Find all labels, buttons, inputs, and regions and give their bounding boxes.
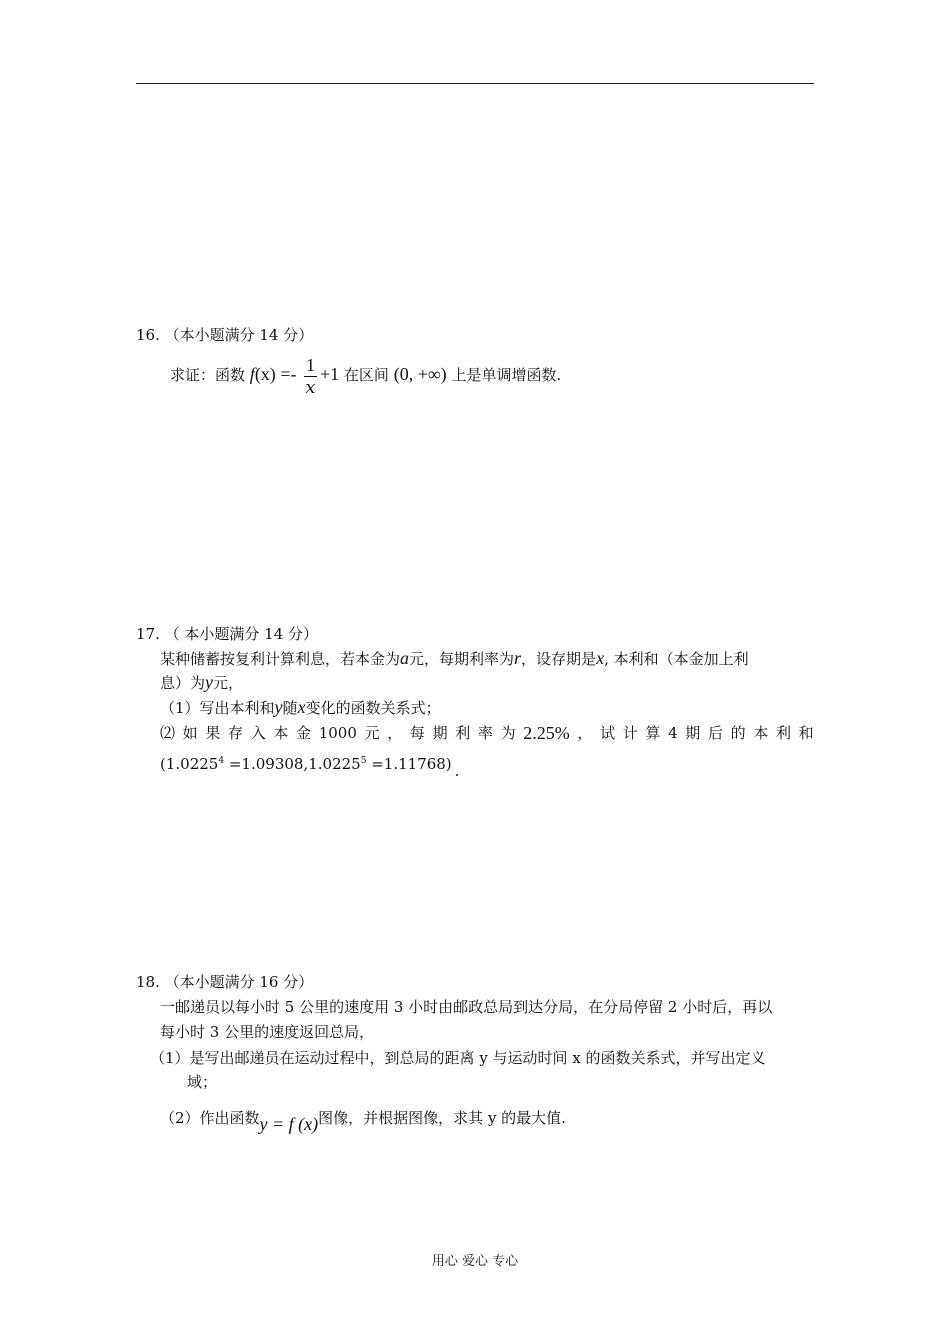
q17-p3c: =1.11768) [366,755,452,773]
q17-p3a: (1.0225 [160,755,219,773]
q17-p2-word: 本 [753,724,769,742]
q17-part-2 [160,723,814,743]
q18-p2b: 图像，并根据图像，求其 y 的最大值. [318,1109,566,1127]
q16-func-arg: (x) [254,364,276,384]
q17-p2-word: 利 [775,724,791,742]
q17-header: 17. （ 本小题满分 14 分） [136,625,319,643]
q16-fraction [304,354,317,399]
q18-line-1: 一邮递员以每小时 5 公里的速度用 3 小时由邮政总局到达分局，在分局停留 2 小时后，再以 [160,998,773,1016]
q17-p2-word: 本 [273,724,289,742]
q17-line-1 [160,648,749,669]
q17-p1c: 变化的函数关系式； [305,699,441,717]
q17-p2-word: 期 [685,724,701,742]
q17-p1-var-x: x [297,697,306,717]
q18-line-2: 每小时 3 公里的速度返回总局， [160,1023,375,1041]
q16-func-f: f [249,364,255,384]
q17-p2-word: 率 [477,724,493,742]
q17-p1a: （1）写出本利和 [160,699,275,717]
q18-p2-formula: y = f (x) [259,1114,319,1134]
q16-eq: =- [275,364,301,384]
q17-var-r: r [514,648,522,668]
q17-part-1 [160,697,441,718]
q17-p2-word: 如 [182,724,198,742]
q16-statement [170,352,561,399]
q18-part-1-cont: 域； [187,1073,218,1091]
q17-l2a: 息）为 [160,674,206,692]
q16-frac-num: 1 [305,354,315,375]
q17-var-a: a [400,648,410,668]
q17-l1c: ，设存期是 [521,650,597,668]
q17-p3a-sup: 4 [218,756,225,766]
q17-p2-word: 算 [645,724,661,742]
q17-p2-word: 为 [500,724,516,742]
q17-p2-word: 利 [455,724,471,742]
q18-part-2 [160,1099,566,1136]
q18-header: 18. （本小题满分 16 分） [136,973,314,991]
q17-p2-word: 入 [250,724,266,742]
q16-header: 16. （本小题满分 14 分） [136,326,314,344]
q17-p2-word: 每 [409,724,425,742]
q16-plus: +1 [319,364,340,384]
q17-p2-word: 果 [205,724,221,742]
q17-part-2-values [160,751,460,780]
q17-p2-word: ， [387,724,403,742]
q17-p2-word: 元 [364,724,380,742]
q17-p2-word: ⑵ [160,724,176,742]
q16-text-3: 上是单调增函数. [451,366,562,384]
q17-line-2 [160,672,243,693]
q17-l1d: , 本利和（本金加上利 [604,650,749,668]
q16-text-2: 在区间 [343,366,389,384]
q17-p2-word: 计 [622,724,638,742]
q17-p2-word: 4 [668,724,678,742]
q17-p2-word: 和 [798,724,814,742]
q17-p2-word: 期 [432,724,448,742]
q17-l2b: 元， [213,674,244,692]
q17-l1b: 元，每期利率为 [409,650,515,668]
q17-p2-word: 的 [730,724,746,742]
q17-p2-word: 后 [707,724,723,742]
q17-p1-var-y: y [274,697,283,717]
header-rule [136,83,814,84]
q17-p2-word: 1000 [318,724,357,742]
q18-p2a: （2）作出函数 [160,1109,260,1127]
page-footer: 用心 爱心 专心 [431,1254,519,1269]
q17-p3b: =1.09308,1.0225 [224,755,361,773]
q17-p2-word: 2.25% [523,723,570,743]
q17-p2-word: ， [577,724,593,742]
q17-p2-word: 存 [228,724,244,742]
q17-p3d: . [454,762,460,780]
q16-interval: (0, +∞) [393,364,447,384]
q16-frac-den: x [305,376,316,398]
q17-p2-word: 试 [600,724,616,742]
q17-var-x: x [596,648,605,668]
q16-text-1: 求证：函数 [170,366,246,384]
q17-p3b-sup: 5 [360,756,367,766]
q17-var-y: y [205,672,214,692]
q17-l1a: 某种储蓄按复利计算利息，若本金为 [160,650,401,668]
q18-part-1: （1）是写出邮递员在运动过程中，到总局的距离 y 与运动时间 x 的函数关系式，并写出定义 [150,1049,766,1067]
q17-p2-word: 金 [296,724,312,742]
q17-p1b: 随 [282,699,298,717]
